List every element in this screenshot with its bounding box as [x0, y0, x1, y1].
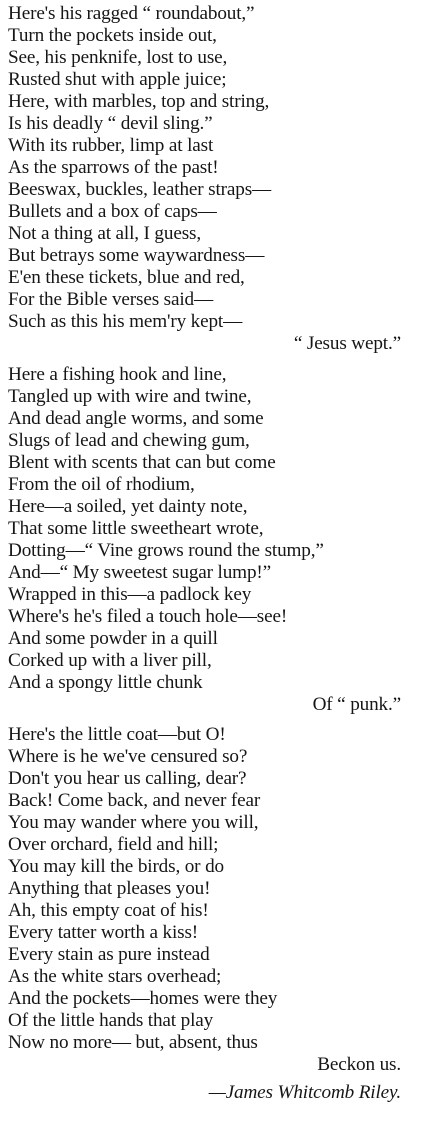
- poem-line: And a spongy little chunk: [8, 672, 203, 693]
- poem-line: And dead angle worms, and some: [8, 408, 264, 429]
- poem-line: Back! Come back, and never fear: [8, 790, 261, 811]
- poem-line: As the white stars overhead;: [8, 966, 222, 987]
- poem-line: Wrapped in this—a padlock key: [8, 584, 252, 605]
- poem-line: Tangled up with wire and twine,: [8, 386, 252, 407]
- poem-line: Over orchard, field and hill;: [8, 834, 219, 855]
- poem-line: As the sparrows of the past!: [8, 157, 219, 178]
- poem-line: Such as this his mem'ry kept—: [8, 311, 243, 332]
- poem-line: From the oil of rhodium,: [8, 474, 195, 495]
- poem-line: Anything that pleases you!: [8, 878, 211, 899]
- poem-line-closing: Beckon us.: [317, 1054, 401, 1075]
- poem-attribution: —James Whitcomb Riley.: [208, 1082, 401, 1103]
- poem-line: E'en these tickets, blue and red,: [8, 267, 245, 288]
- poem-line: Rusted shut with apple juice;: [8, 69, 227, 90]
- poem-line: Every tatter worth a kiss!: [8, 922, 199, 943]
- poem-line: With its rubber, limp at last: [8, 135, 214, 156]
- poem-line: Don't you hear us calling, dear?: [8, 768, 247, 789]
- poem-line: Not a thing at all, I guess,: [8, 223, 201, 244]
- poem-line: And—“ My sweetest sugar lump!”: [8, 562, 272, 583]
- poem-line: Where's he's filed a touch hole—see!: [8, 606, 288, 627]
- poem-line: Corked up with a liver pill,: [8, 650, 212, 671]
- poem-line: Of the little hands that play: [8, 1010, 214, 1031]
- poem-line: Here's the little coat—but O!: [8, 724, 226, 745]
- poem-line: Here a fishing hook and line,: [8, 364, 227, 385]
- poem-line: Blent with scents that can but come: [8, 452, 276, 473]
- poem-line: For the Bible verses said—: [8, 289, 213, 310]
- poem-line: Dotting—“ Vine grows round the stump,”: [8, 540, 324, 561]
- poem-line: Turn the pockets inside out,: [8, 25, 217, 46]
- poem-line: Bullets and a box of caps—: [8, 201, 217, 222]
- poem-line: And some powder in a quill: [8, 628, 218, 649]
- poem-line: Is his deadly “ devil sling.”: [8, 113, 213, 134]
- poem-line: But betrays some waywardness—: [8, 245, 265, 266]
- poem-line: You may kill the birds, or do: [8, 856, 224, 877]
- poem-line: Here—a soiled, yet dainty note,: [8, 496, 248, 517]
- poem-line: Here, with marbles, top and string,: [8, 91, 270, 112]
- poem-line: And the pockets—homes were they: [8, 988, 278, 1009]
- poem-line: See, his penknife, lost to use,: [8, 47, 228, 68]
- poem-line: Where is he we've censured so?: [8, 746, 248, 767]
- poem-line: Here's his ragged “ roundabout,”: [8, 3, 255, 24]
- poem-line: Now no more— but, absent, thus: [8, 1032, 258, 1053]
- poem-line: Beeswax, buckles, leather straps—: [8, 179, 272, 200]
- poem-line: Slugs of lead and chewing gum,: [8, 430, 250, 451]
- poem-line-closing: “ Jesus wept.”: [293, 333, 401, 354]
- poem-line: That some little sweetheart wrote,: [8, 518, 264, 539]
- poem-line-closing: Of “ punk.”: [312, 694, 401, 715]
- poem-line: You may wander where you will,: [8, 812, 259, 833]
- poem-line: Ah, this empty coat of his!: [8, 900, 209, 921]
- poem-line: Every stain as pure instead: [8, 944, 210, 965]
